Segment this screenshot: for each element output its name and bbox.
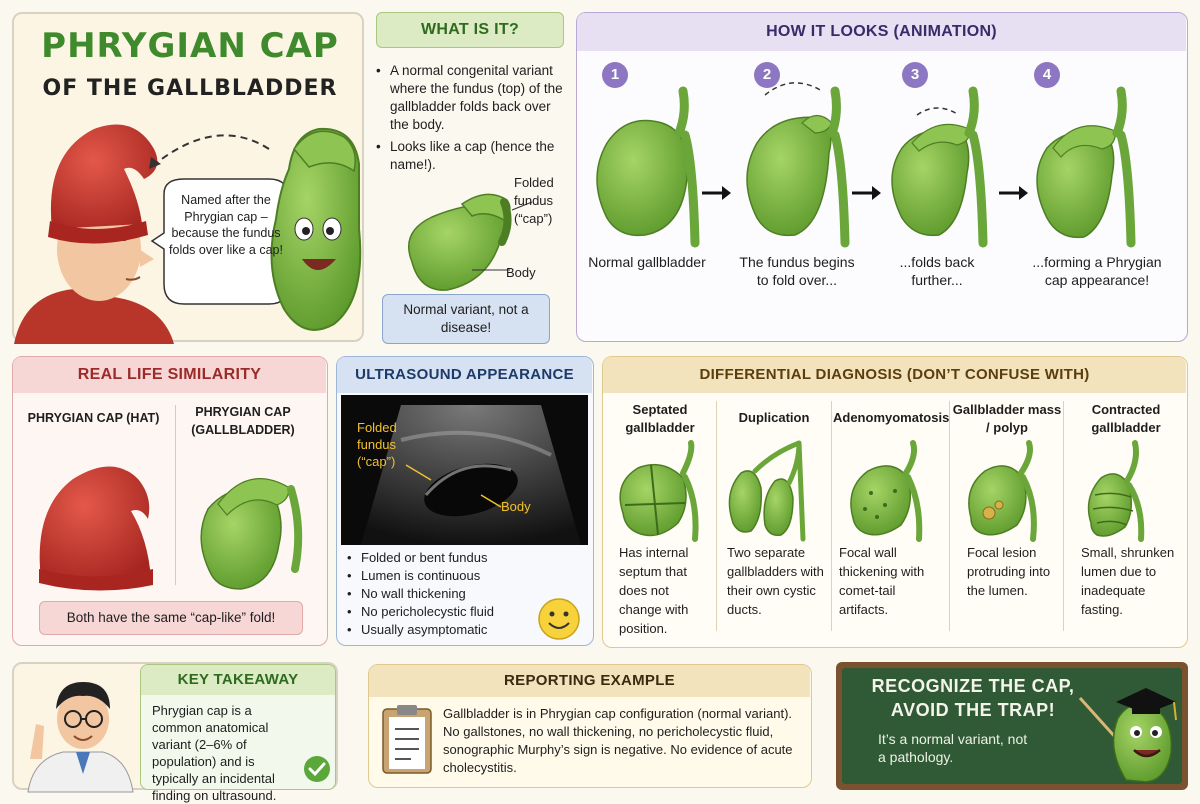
gallbladder-label: PHRYGIAN CAP (GALLBLADDER) (191, 405, 295, 437)
takeaway-text: Phrygian cap is a common anatomical variant (2–6% of population) and is typically an incidental finding on ultrasound. (152, 703, 277, 803)
step-caption: The fundus begins to fold over... (739, 254, 855, 288)
diff-desc: Has internal septum that does not change with position. (619, 545, 689, 636)
step-caption: ...forming a Phrygian cap appearance! (1032, 254, 1162, 288)
normal-variant-note: Normal variant, not a disease! (382, 294, 550, 344)
us-bullet: • Folded or bent fundus (347, 549, 547, 567)
chalkboard-sub: It’s a normal variant, not a pathology. (878, 731, 1028, 765)
page-title: PHRYGIAN CAP (41, 26, 339, 66)
what-is-it-list (376, 62, 568, 174)
diff-title: Gallbladder mass / polyp (952, 402, 1062, 435)
step-caption: Normal gallbladder (588, 254, 706, 270)
us-bullet: • Lumen is continuous (347, 567, 547, 585)
what-bullet: • A normal congenital variant where the fundus (top) of the gallbladder folds back over the body. (376, 62, 568, 134)
differential-panel (602, 356, 1188, 648)
what-bullet: • Looks like a cap (hence the name!). (376, 138, 568, 174)
reporting-text: Gallbladder is in Phrygian cap configuration (normal variant). No gallstones, no wall thickening, no pericholecystic fluid, sonographic Murphy’s sign is negative. No evidence of acute cholecystitis. (443, 706, 793, 775)
takeaway-header: KEY TAKEAWAY (141, 665, 335, 695)
diff-title: Adenomyomatosis (833, 410, 950, 425)
graduate-gallbladder-illustration (1076, 668, 1182, 784)
diff-title: Duplication (738, 410, 810, 425)
step-number: 3 (910, 66, 920, 83)
ultrasound-image (341, 395, 588, 545)
page-subtitle: OF THE GALLBLADDER (42, 76, 338, 101)
what-is-it-panel (372, 12, 568, 342)
diff-desc: Two separate gallbladders with their own cystic ducts. (727, 545, 824, 617)
reporting-header: REPORTING EXAMPLE (369, 665, 810, 697)
takeaway-panel (12, 662, 338, 803)
us-bullet: • Usually asymptomatic (347, 621, 547, 639)
animation-panel (576, 12, 1188, 342)
hat-label: PHRYGIAN CAP (HAT) (27, 411, 160, 425)
reporting-panel (368, 664, 812, 788)
us-bullet: • No wall thickening (347, 585, 547, 603)
title-panel (12, 12, 364, 342)
doctor-illustration (18, 664, 138, 792)
chalkboard-line2: AVOID THE TRAP! (890, 700, 1056, 720)
chalkboard-panel (836, 662, 1188, 790)
animation-sequence (577, 53, 1187, 253)
ultrasound-header: ULTRASOUND APPEARANCE (337, 357, 592, 393)
step-caption: ...folds back further... (899, 254, 975, 288)
check-icon (302, 754, 332, 784)
step-number: 1 (610, 66, 620, 83)
similarity-panel (12, 356, 328, 646)
diff-title: Septated gallbladder (625, 402, 695, 435)
differential-illustrations (603, 443, 1187, 539)
diff-desc: Focal lesion protruding into the lumen. (967, 545, 1051, 598)
differential-header: DIFFERENTIAL DIAGNOSIS (DON’T CONFUSE WITH) (603, 357, 1186, 393)
diff-desc: Focal wall thickening with comet-tail artifacts. (839, 545, 925, 617)
label-folded-fundus: Folded fundus (“cap”) (514, 175, 554, 226)
similarity-header: REAL LIFE SIMILARITY (13, 357, 326, 393)
ultrasound-list (347, 549, 547, 639)
what-is-it-header: WHAT IS IT? (376, 12, 564, 48)
us-label-fundus: Folded fundus (“cap”) (357, 420, 397, 469)
similarity-note: Both have the same “cap-like” fold! (39, 601, 303, 635)
diff-desc: Small, shrunken lumen due to inadequate fasting. (1081, 545, 1175, 617)
smiley-icon (537, 597, 581, 641)
step-number: 2 (762, 66, 772, 83)
animation-header: HOW IT LOOKS (ANIMATION) (577, 13, 1186, 51)
ultrasound-panel (336, 356, 594, 646)
clipboard-icon (381, 703, 433, 775)
chalkboard-line1: RECOGNIZE THE CAP, (871, 676, 1075, 696)
label-body: Body (506, 265, 536, 280)
similarity-illustrations (33, 449, 313, 589)
us-label-body: Body (501, 499, 531, 514)
speech-bubble-text: Named after the Phrygian cap – because the fundus folds over like a cap! (169, 193, 283, 257)
us-bullet: • No pericholecystic fluid (347, 603, 547, 621)
diff-title: Contracted gallbladder (1091, 402, 1161, 435)
step-number: 4 (1042, 66, 1052, 83)
